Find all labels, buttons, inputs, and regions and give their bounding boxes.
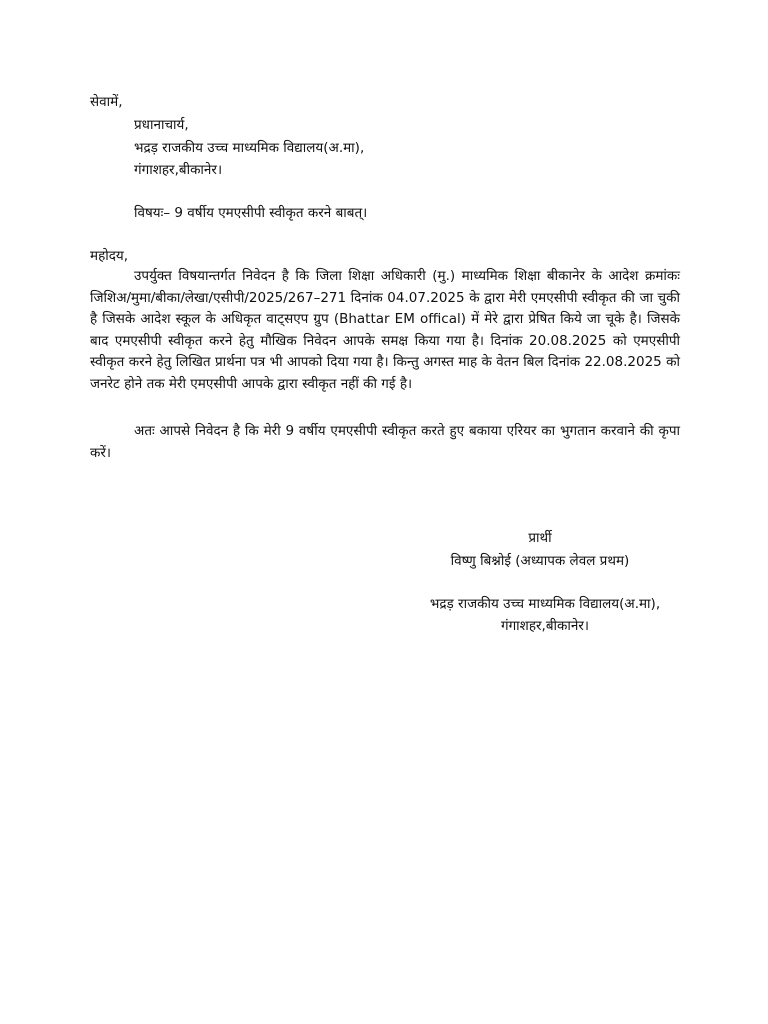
body-paragraph-2-text: अतः आपसे निवेदन है कि मेरी 9 वर्षीय एमएसीपी स्वीकृत करते हुए बकाया एरियर का भुगतान करवाने की कृपा करें।: [90, 423, 680, 461]
recipient-address: गंगाशहर,बीकानेर।: [134, 162, 223, 178]
applicant-name-designation: विष्णु बिश्नोई (अध्यापक लेवल प्रथम): [450, 553, 630, 569]
subject-line: विषयः– 9 वर्षीय एमएसीपी स्वीकृत करने बाबत्।: [134, 205, 368, 221]
body-paragraph-1-text: उपर्युक्त विषयान्तर्गत निवेदन है कि जिला शिक्षा अधिकारी (मु.) माध्यमिक शिक्षा बीकानेर के आदेश क्रमांकः जिशिअ/मुमा/बीका/लेखा/एसीपी/2025/267–271 दिनांक 04.07.2025 के द्वारा मेरी एमएसीपी स्वीकृत की जा चुकी है जिसके आदेश स्कूल के अधिकृत वाट्सएप ग्रुप (Bhattar EM offical) में मेरे द्वारा प्रेषित किये जा चूके है। जिसके बाद एमएसीपी स्वीकृत करने हेतु मौखिक निवेदन आपके समक्ष किया गया है। दिनांक 20.08.2025 को एमएसीपी स्वीकृत करने हेतु लिखित प्रार्थना पत्र भी आपको दिया गया है। किन्तु अगस्त माह के वेतन बिल दिनांक 22.08.2025 को जनरेट होने तक मेरी एमएसीपी आपके द्वारा स्वीकृत नहीं की गई है।: [90, 268, 680, 392]
greeting: महोदय,: [90, 248, 129, 264]
salutation-to: सेवामें,: [90, 94, 123, 110]
recipient-school: भद्रड़ राजकीय उच्च माध्यमिक विद्यालय(अ.मा),: [134, 140, 365, 156]
applicant-address: गंगाशहर,बीकानेर।: [500, 618, 590, 634]
body-paragraph-1: [90, 266, 680, 395]
applicant-school: भद्रड़ राजकीय उच्च माध्यमिक विद्यालय(अ.मा),: [429, 596, 661, 612]
recipient-designation: प्रधानाचार्य,: [134, 117, 189, 133]
applicant-label: प्रार्थी: [528, 530, 552, 546]
body-paragraph-2: [90, 421, 680, 464]
